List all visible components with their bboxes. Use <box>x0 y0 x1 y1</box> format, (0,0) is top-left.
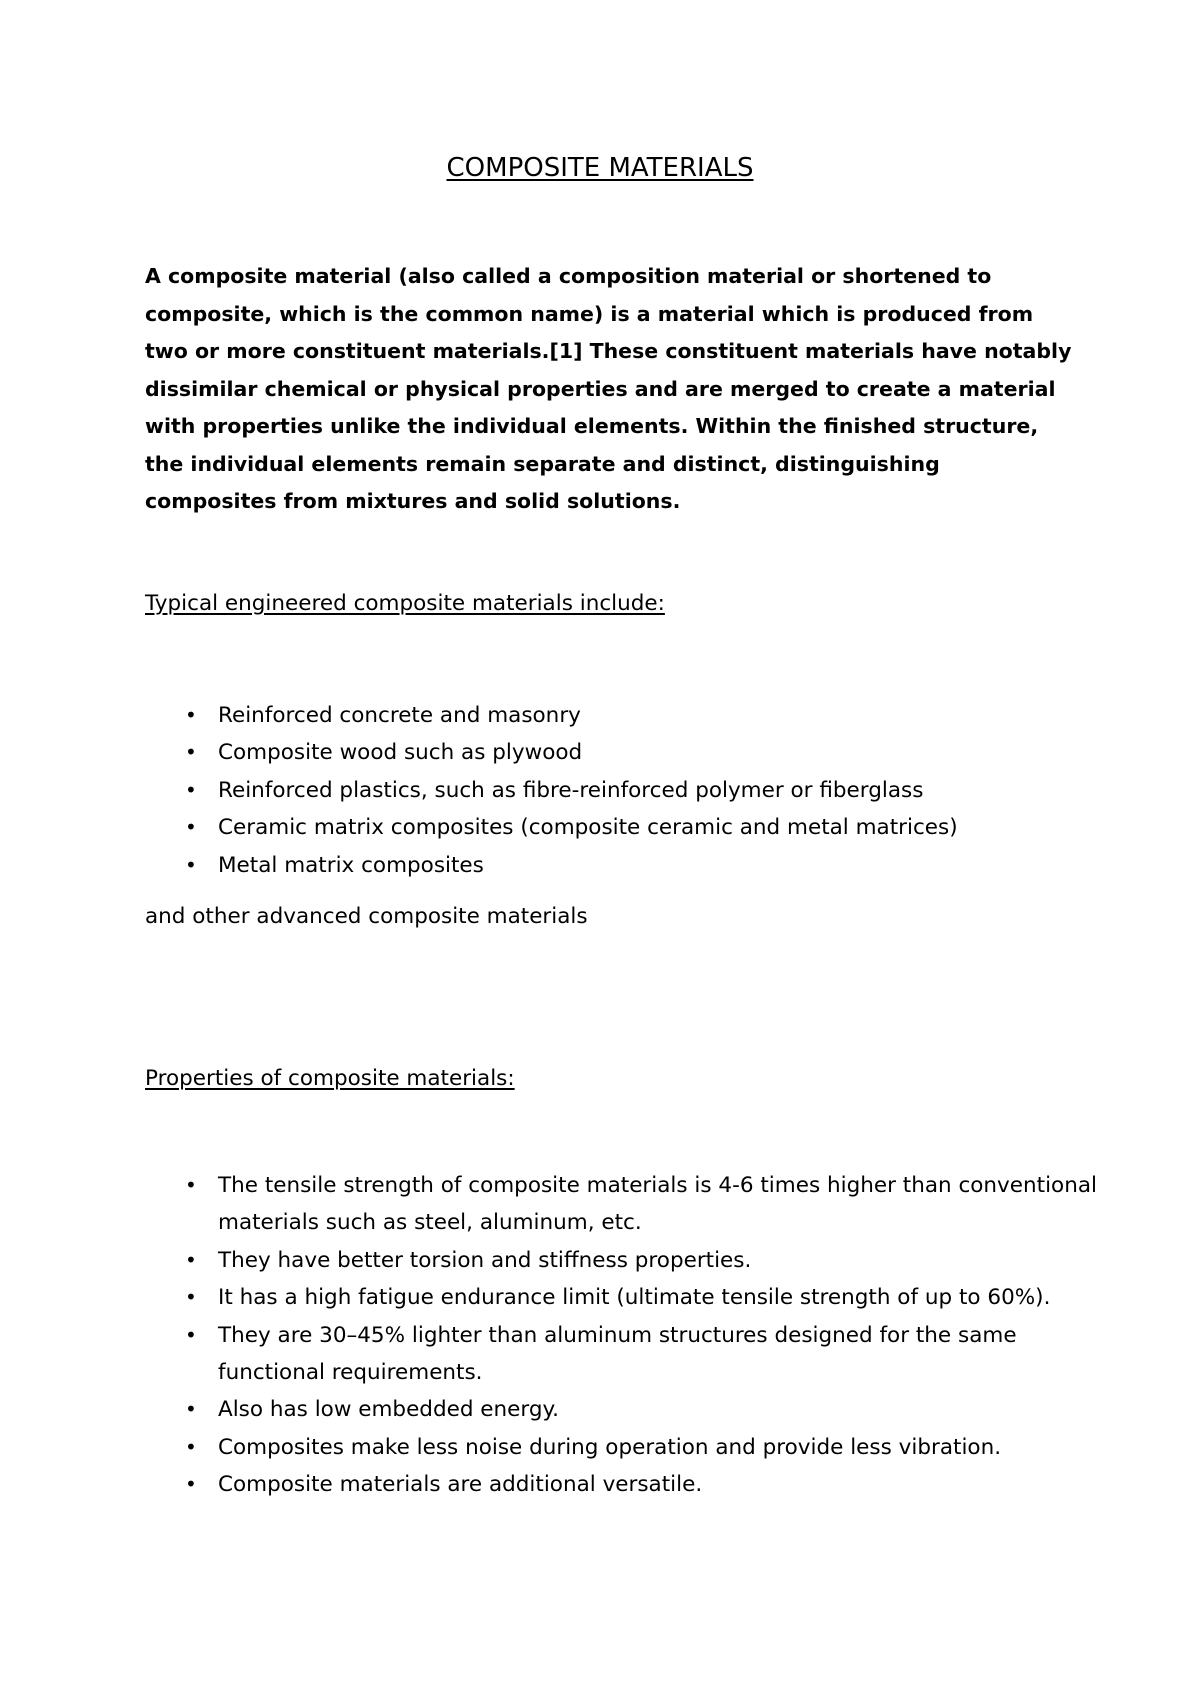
list-item-text: It has a high fatigue endurance limit (ultimate tensile strength of up to 60%). <box>218 1285 1051 1311</box>
list-item-text: Composites make less noise during operation and provide less vibration. <box>218 1434 1002 1460</box>
list-item <box>145 734 1105 771</box>
intro-paragraph: A composite material (also called a composition material or shortened to composite, which is the common name) is a material which is produced from two or more constituent materials.[1] These constituent materials have notably dissimilar chemical or physical properties and are merged to create a material with properties unlike the individual elements. Within the finished structure, the individual elements remain separate and distinct, distinguishing composites from mixtures and solid solutions. <box>145 264 1072 513</box>
list-item-text: Metal matrix composites <box>218 852 484 878</box>
bullet-icon: • <box>185 1322 197 1347</box>
list-item-text: The tensile strength of composite materials is 4-6 times higher than conventional materials such as steel, aluminum, etc. <box>218 1173 1097 1236</box>
bullet-icon: • <box>185 1247 197 1272</box>
bullet-icon: • <box>185 815 197 840</box>
list-item <box>145 772 1105 809</box>
list-item <box>145 1466 1105 1503</box>
bullet-icon: • <box>185 703 197 727</box>
bullet-icon: • <box>185 1434 197 1459</box>
typical-materials-heading: Typical engineered composite materials include: <box>145 591 665 616</box>
list-item-text: They are 30–45% lighter than aluminum structures designed for the same functional requirements. <box>218 1322 1017 1386</box>
properties-list <box>145 1167 1105 1504</box>
bullet-icon: • <box>185 740 197 765</box>
list-item-text: They have better torsion and stiffness properties. <box>218 1247 752 1273</box>
list-item-text: Composite materials are additional versatile. <box>218 1472 703 1498</box>
bullet-icon: • <box>185 1173 197 1197</box>
list-item-text: Reinforced concrete and masonry <box>218 703 581 728</box>
bullet-icon: • <box>185 1397 197 1422</box>
list-item <box>145 1279 1105 1316</box>
list-item <box>145 847 1105 884</box>
list-item <box>145 809 1105 846</box>
list-item <box>145 697 1105 734</box>
page-title: COMPOSITE MATERIALS <box>446 153 754 183</box>
bullet-icon: • <box>185 777 197 802</box>
list-item-text: Composite wood such as plywood <box>218 740 583 766</box>
bullet-icon: • <box>185 1285 197 1310</box>
properties-heading: Properties of composite materials: <box>145 1066 515 1091</box>
typical-closing-text: and other advanced composite materials <box>145 904 588 929</box>
list-item <box>145 1391 1105 1428</box>
list-item-text: Reinforced plastics, such as fibre-reinforced polymer or fiberglass <box>218 777 924 803</box>
list-item <box>145 1167 1105 1242</box>
list-item <box>145 1317 1105 1392</box>
list-item-text: Also has low embedded energy. <box>218 1397 559 1423</box>
bullet-icon: • <box>185 852 197 877</box>
list-item-text: Ceramic matrix composites (composite ceramic and metal matrices) <box>218 815 958 841</box>
typical-materials-list <box>145 697 1105 884</box>
list-item <box>145 1429 1105 1466</box>
list-item <box>145 1242 1105 1279</box>
bullet-icon: • <box>185 1472 197 1497</box>
